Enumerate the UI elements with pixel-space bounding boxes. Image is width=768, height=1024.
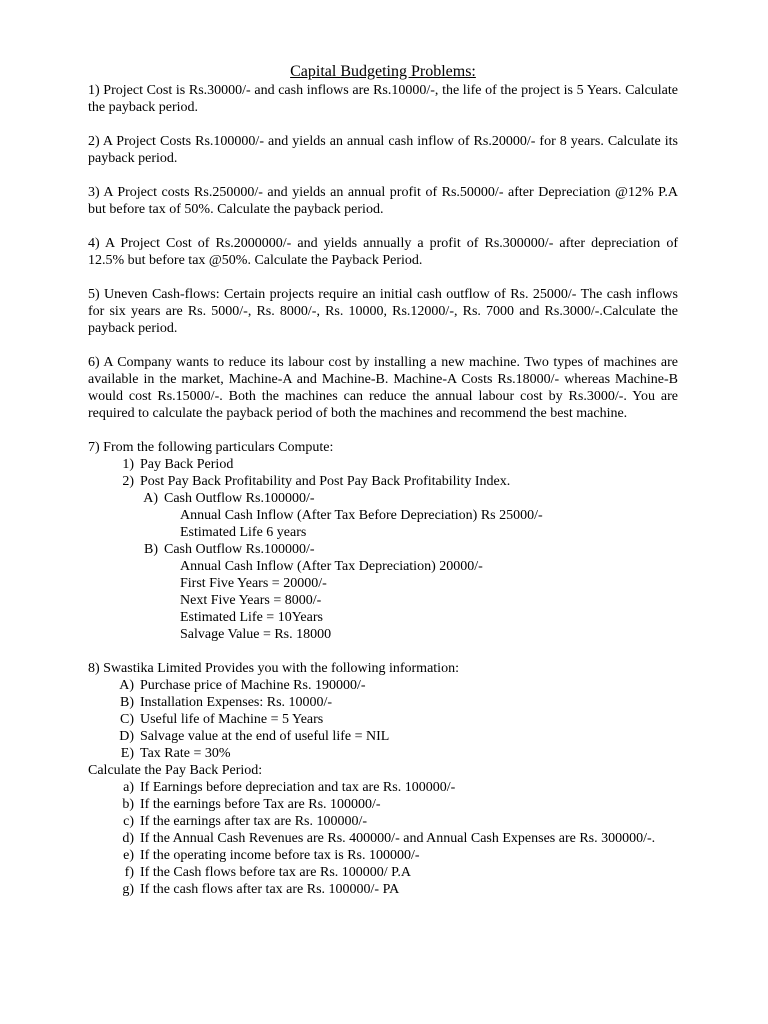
list-number: C) [120, 712, 134, 727]
info-item [88, 711, 678, 728]
list-text: Salvage value at the end of useful life = NIL [140, 729, 390, 744]
list-number: E) [120, 746, 134, 761]
case-item [88, 864, 678, 881]
spacer [88, 643, 678, 660]
question-4: 4) A Project Cost of Rs.2000000/- and yields annually a profit of Rs.300000/- after depreciation of 12.5% but before tax @50%. Calculate the Payback Period. [88, 236, 678, 268]
question-5: 5) Uneven Cash-flows: Certain projects require an initial cash outflow of Rs. 25000/- The cash inflows for six years are Rs. 5000/-, Rs. 8000/-, Rs. 10000, Rs.12000/-, Rs. 7000 and Rs.3000/-.Calculate the payback period. [88, 287, 678, 336]
info-item [88, 728, 678, 745]
question-8 [88, 660, 678, 898]
list-text: Tax Rate = 30% [140, 746, 231, 761]
list-number: 2) [122, 474, 134, 489]
case-item [88, 830, 678, 847]
list-text: If the cash flows after tax are Rs. 100000/- PA [140, 882, 400, 897]
list-number: B) [120, 695, 134, 710]
list-text: If the Cash flows before tax are Rs. 100000/ P.A [140, 865, 412, 880]
info-item [88, 694, 678, 711]
list-text: If the Annual Cash Revenues are Rs. 400000/- and Annual Cash Expenses are Rs. 300000/-. [140, 831, 656, 846]
case-line: Estimated Life 6 years [180, 525, 307, 540]
list-number: b) [122, 797, 134, 812]
list-text: If the earnings before Tax are Rs. 100000/- [140, 797, 381, 812]
case-item [88, 847, 678, 864]
case-item [88, 881, 678, 898]
question-1: 1) Project Cost is Rs.30000/- and cash inflows are Rs.10000/-, the life of the project is 5 Years. Calculate the payback period. [88, 83, 678, 115]
list-number: e) [123, 848, 134, 863]
list-number: f) [124, 865, 134, 880]
case-line: Estimated Life = 10Years [180, 610, 323, 625]
question-7-item [88, 473, 678, 490]
question-7 [88, 439, 678, 643]
list-number: c) [123, 814, 134, 829]
question-7-heading: 7) From the following particulars Compute: [88, 440, 334, 455]
case-line: Annual Cash Inflow (After Tax Before Depreciation) Rs 25000/- [180, 508, 543, 523]
case-item [88, 813, 678, 830]
question-7-case-a [88, 490, 678, 507]
list-number: D) [119, 729, 134, 744]
list-text: Pay Back Period [140, 457, 234, 472]
question-8-heading: 8) Swastika Limited Provides you with the following information: [88, 661, 459, 676]
question-6: 6) A Company wants to reduce its labour cost by installing a new machine. Two types of machines are available in the market, Machine-A and Machine-B. Machine-A Costs Rs.18000/- whereas Machine-B would cost Rs.15000/-. Both the machines can reduce the annual labour cost by Rs.3000/-. You are required to calculate the payback period of both the machines and recommend the best machine. [88, 355, 678, 421]
list-text: Post Pay Back Profitability and Post Pay Back Profitability Index. [140, 474, 511, 489]
page-title: Capital Budgeting Problems: [290, 63, 476, 80]
question-7-case-b [88, 541, 678, 558]
info-item [88, 745, 678, 762]
list-text: If Earnings before depreciation and tax are Rs. 100000/- [140, 780, 456, 795]
list-number: 1) [122, 457, 134, 472]
list-text: If the earnings after tax are Rs. 100000/- [140, 814, 368, 829]
list-text: If the operating income before tax is Rs. 100000/- [140, 848, 420, 863]
case-label: B) [144, 542, 158, 557]
list-number: A) [119, 678, 134, 693]
question-3: 3) A Project costs Rs.250000/- and yields an annual profit of Rs.50000/- after Depreciation @12% P.A but before tax of 50%. Calculate the payback period. [88, 185, 678, 217]
list-text: Purchase price of Machine Rs. 190000/- [140, 678, 366, 693]
case-line: First Five Years = 20000/- [180, 576, 327, 591]
calculate-heading: Calculate the Pay Back Period: [88, 763, 263, 778]
list-number: g) [122, 882, 134, 897]
case-item [88, 796, 678, 813]
list-number: a) [123, 780, 134, 795]
question-7-item [88, 456, 678, 473]
info-item [88, 677, 678, 694]
list-text: Installation Expenses: Rs. 10000/- [140, 695, 333, 710]
case-line: Salvage Value = Rs. 18000 [180, 627, 332, 642]
case-line: Next Five Years = 8000/- [180, 593, 322, 608]
list-text: Useful life of Machine = 5 Years [140, 712, 324, 727]
case-item [88, 779, 678, 796]
list-number: d) [122, 831, 134, 846]
case-first-line: Cash Outflow Rs.100000/- [164, 491, 315, 506]
document-page [88, 62, 678, 898]
case-line: Annual Cash Inflow (After Tax Depreciation) 20000/- [180, 559, 483, 574]
case-first-line: Cash Outflow Rs.100000/- [164, 542, 315, 557]
case-label: A) [143, 491, 158, 506]
question-2: 2) A Project Costs Rs.100000/- and yields an annual cash inflow of Rs.20000/- for 8 years. Calculate its payback period. [88, 134, 678, 166]
